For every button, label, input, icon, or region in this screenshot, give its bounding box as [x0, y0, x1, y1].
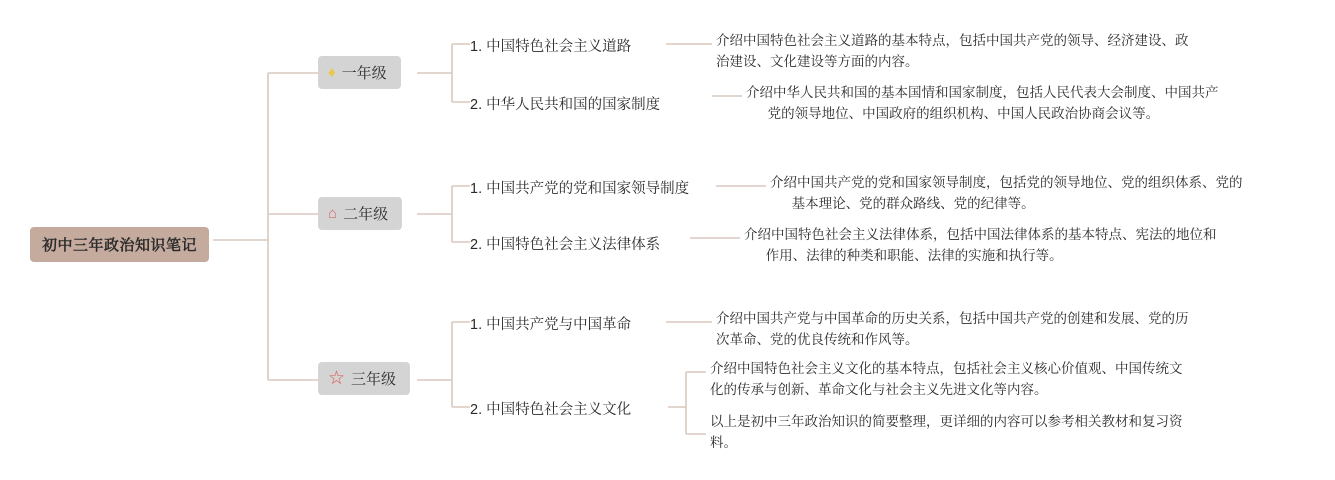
house-icon: ⌂	[328, 205, 338, 222]
detail-line: 以上是初中三年政治知识的简要整理，更详细的内容可以参考相关教材和复习资	[710, 414, 1183, 429]
detail-line: 介绍中国共产党的党和国家领导制度，包括党的领导地位、党的组织体系、党的	[770, 175, 1243, 190]
topic-node-3-1[interactable]: 1. 中国共产党与中国革命	[470, 317, 632, 333]
detail-line: 作用、法律的种类和职能、法律的实施和执行等。	[765, 247, 1063, 263]
detail-node-3-1	[716, 307, 1246, 355]
topic-node-1-2[interactable]: 2. 中华人民共和国的国家制度	[470, 97, 661, 113]
root-node[interactable]: 初中三年政治知识笔记	[30, 227, 209, 262]
detail-node-3-2-a	[710, 357, 1234, 405]
detail-node-3-2-b	[710, 410, 1234, 458]
topic-node-2-2[interactable]: 2. 中国特色社会主义法律体系	[470, 237, 661, 253]
detail-line: 料。	[710, 434, 737, 450]
detail-node-2-1	[770, 171, 1282, 219]
detail-line: 化的传承与创新、革命文化与社会主义先进文化等内容。	[710, 381, 1048, 397]
detail-node-1-1	[716, 29, 1246, 77]
detail-line: 党的领导地位、中国政府的组织机构、中国人民政治协商会议等。	[767, 105, 1160, 121]
grade-node-2[interactable]	[318, 197, 402, 230]
detail-node-2-2	[744, 223, 1264, 271]
detail-node-1-2	[746, 81, 1266, 129]
grade-node-3-label: 三年级	[351, 371, 397, 388]
detail-line: 介绍中国特色社会主义文化的基本特点，包括社会主义核心价值观、中国传统文	[710, 361, 1183, 376]
detail-line: 介绍中国特色社会主义道路的基本特点，包括中国共产党的领导、经济建设、政	[716, 33, 1189, 48]
detail-line: 介绍中国共产党与中国革命的历史关系，包括中国共产党的创建和发展、党的历	[716, 311, 1189, 326]
grade-node-3[interactable]	[318, 362, 410, 395]
grade-node-2-label: 二年级	[343, 206, 389, 223]
detail-line: 治建设、文化建设等方面的内容。	[716, 53, 919, 69]
topic-node-2-1[interactable]: 1. 中国共产党的党和国家领导制度	[470, 181, 690, 197]
topic-node-1-1[interactable]: 1. 中国特色社会主义道路	[470, 39, 632, 55]
detail-line: 基本理论、党的群众路线、党的纪律等。	[791, 195, 1035, 211]
star-icon: ☆	[328, 368, 346, 389]
diamond-icon: ♦	[328, 64, 336, 81]
grade-node-1[interactable]	[318, 56, 401, 89]
detail-line: 介绍中华人民共和国的基本国情和国家制度，包括人民代表大会制度、中国共产	[746, 85, 1219, 100]
grade-node-1-label: 一年级	[341, 65, 387, 82]
topic-node-3-2[interactable]: 2. 中国特色社会主义文化	[470, 402, 632, 418]
detail-line: 次革命、党的优良传统和作风等。	[716, 331, 919, 347]
detail-line: 介绍中国特色社会主义法律体系，包括中国法律体系的基本特点、宪法的地位和	[744, 227, 1217, 242]
